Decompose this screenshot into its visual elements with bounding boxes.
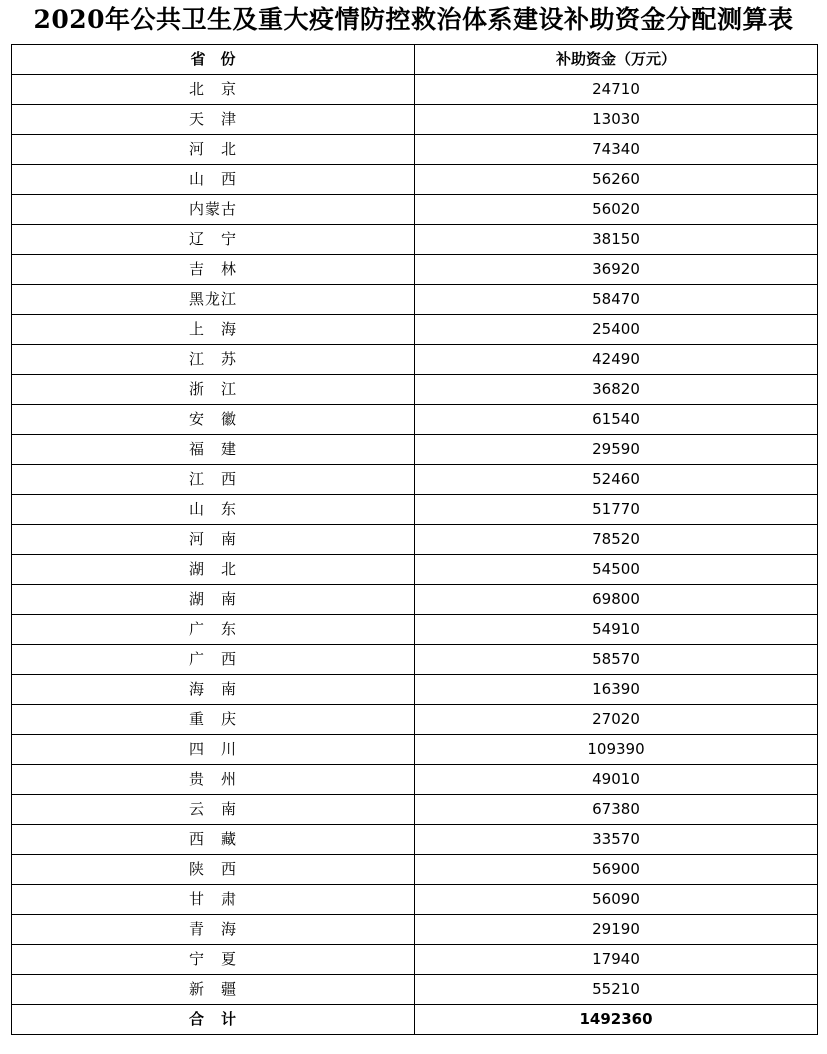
total-amount: 1492360 — [415, 1005, 818, 1035]
amount-cell: 56020 — [415, 195, 818, 225]
province-cell: 四 川 — [12, 735, 415, 765]
amount-cell: 13030 — [415, 105, 818, 135]
allocation-table — [11, 44, 818, 1035]
amount-cell: 58570 — [415, 645, 818, 675]
amount-cell: 54500 — [415, 555, 818, 585]
province-cell: 北 京 — [12, 75, 415, 105]
table-row — [12, 615, 818, 645]
amount-cell: 29590 — [415, 435, 818, 465]
table-row — [12, 495, 818, 525]
province-cell: 天 津 — [12, 105, 415, 135]
table-row — [12, 915, 818, 945]
amount-cell: 51770 — [415, 495, 818, 525]
table-row — [12, 675, 818, 705]
province-cell: 海 南 — [12, 675, 415, 705]
amount-cell: 74340 — [415, 135, 818, 165]
header-province: 省 份 — [12, 45, 415, 75]
province-cell: 湖 南 — [12, 585, 415, 615]
amount-cell: 49010 — [415, 765, 818, 795]
header-amount: 补助资金（万元） — [415, 45, 818, 75]
table-row — [12, 135, 818, 165]
amount-cell: 58470 — [415, 285, 818, 315]
province-cell: 浙 江 — [12, 375, 415, 405]
amount-cell: 36820 — [415, 375, 818, 405]
province-cell: 西 藏 — [12, 825, 415, 855]
province-cell: 河 北 — [12, 135, 415, 165]
table-row — [12, 855, 818, 885]
amount-cell: 54910 — [415, 615, 818, 645]
province-cell: 陕 西 — [12, 855, 415, 885]
province-cell: 安 徽 — [12, 405, 415, 435]
table-row — [12, 375, 818, 405]
amount-cell: 33570 — [415, 825, 818, 855]
table-row — [12, 315, 818, 345]
amount-cell: 29190 — [415, 915, 818, 945]
table-row — [12, 765, 818, 795]
table-row — [12, 585, 818, 615]
province-cell: 吉 林 — [12, 255, 415, 285]
amount-cell: 56260 — [415, 165, 818, 195]
table-row — [12, 105, 818, 135]
province-cell: 宁 夏 — [12, 945, 415, 975]
province-cell: 重 庆 — [12, 705, 415, 735]
amount-cell: 61540 — [415, 405, 818, 435]
table-row — [12, 825, 818, 855]
total-row — [12, 1005, 818, 1035]
amount-cell: 56900 — [415, 855, 818, 885]
table-body — [12, 75, 818, 1005]
amount-cell: 69800 — [415, 585, 818, 615]
province-cell: 广 西 — [12, 645, 415, 675]
province-cell: 上 海 — [12, 315, 415, 345]
amount-cell: 27020 — [415, 705, 818, 735]
table-row — [12, 165, 818, 195]
amount-cell: 42490 — [415, 345, 818, 375]
table-row — [12, 525, 818, 555]
province-cell: 新 疆 — [12, 975, 415, 1005]
amount-cell: 17940 — [415, 945, 818, 975]
amount-cell: 38150 — [415, 225, 818, 255]
amount-cell: 56090 — [415, 885, 818, 915]
table-row — [12, 195, 818, 225]
amount-cell: 36920 — [415, 255, 818, 285]
table-row — [12, 465, 818, 495]
province-cell: 甘 肃 — [12, 885, 415, 915]
province-cell: 贵 州 — [12, 765, 415, 795]
amount-cell: 25400 — [415, 315, 818, 345]
province-cell: 山 西 — [12, 165, 415, 195]
amount-cell: 78520 — [415, 525, 818, 555]
amount-cell: 52460 — [415, 465, 818, 495]
table-row — [12, 225, 818, 255]
table-row — [12, 75, 818, 105]
document-title: 2020年公共卫生及重大疫情防控救治体系建设补助资金分配测算表 — [33, 5, 794, 34]
amount-cell: 67380 — [415, 795, 818, 825]
table-row — [12, 435, 818, 465]
table-row — [12, 405, 818, 435]
province-cell: 山 东 — [12, 495, 415, 525]
table-row — [12, 555, 818, 585]
table-row — [12, 255, 818, 285]
table-row — [12, 945, 818, 975]
province-cell: 广 东 — [12, 615, 415, 645]
amount-cell: 24710 — [415, 75, 818, 105]
total-label: 合 计 — [12, 1005, 415, 1035]
table-row — [12, 885, 818, 915]
table-header-row — [12, 45, 818, 75]
province-cell: 江 西 — [12, 465, 415, 495]
table-row — [12, 645, 818, 675]
province-cell: 江 苏 — [12, 345, 415, 375]
province-cell: 河 南 — [12, 525, 415, 555]
province-cell: 内蒙古 — [12, 195, 415, 225]
table-row — [12, 975, 818, 1005]
province-cell: 湖 北 — [12, 555, 415, 585]
table-row — [12, 735, 818, 765]
table-row — [12, 705, 818, 735]
province-cell: 云 南 — [12, 795, 415, 825]
province-cell: 福 建 — [12, 435, 415, 465]
amount-cell: 16390 — [415, 675, 818, 705]
table-row — [12, 285, 818, 315]
province-cell: 黑龙江 — [12, 285, 415, 315]
amount-cell: 55210 — [415, 975, 818, 1005]
province-cell: 辽 宁 — [12, 225, 415, 255]
table-row — [12, 345, 818, 375]
table-row — [12, 795, 818, 825]
amount-cell: 109390 — [415, 735, 818, 765]
province-cell: 青 海 — [12, 915, 415, 945]
